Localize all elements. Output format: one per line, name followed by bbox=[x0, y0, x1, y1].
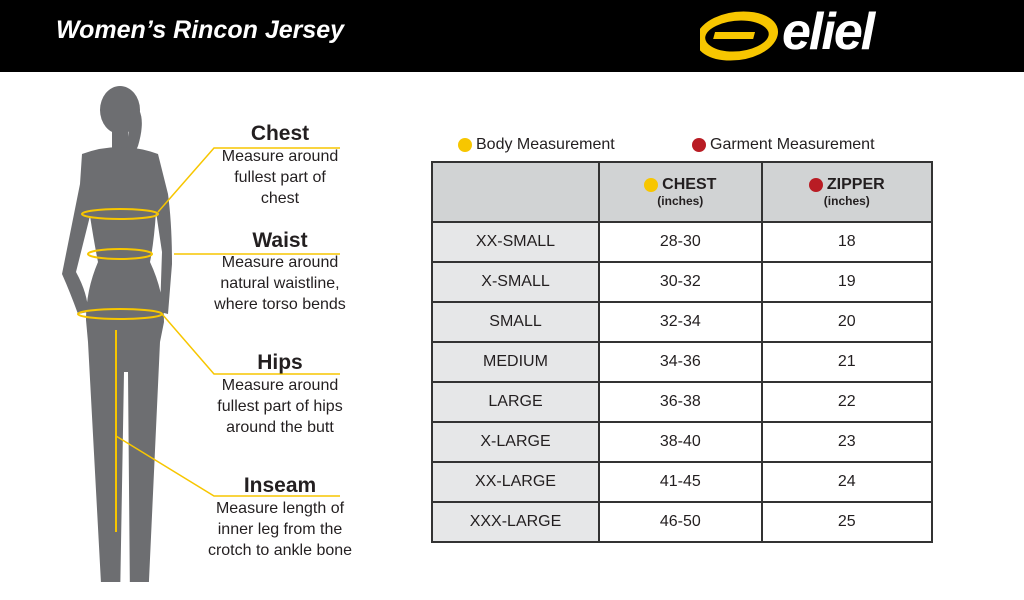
yellow-dot-icon bbox=[644, 178, 658, 192]
chest-cell: 30-32 bbox=[599, 262, 762, 302]
legend-body-label: Body Measurement bbox=[476, 136, 615, 153]
zipper-header bbox=[763, 176, 931, 194]
logo-mark-icon bbox=[700, 6, 790, 66]
zipper-cell: 24 bbox=[762, 462, 932, 502]
inseam-desc-line: crotch to ankle bone bbox=[207, 542, 353, 559]
hips-description bbox=[195, 375, 365, 438]
chest-cell: 36-38 bbox=[599, 382, 762, 422]
chest-unit-label: (inches) bbox=[657, 194, 704, 208]
chest-header-label: CHEST bbox=[662, 176, 717, 193]
size-cell: XX-LARGE bbox=[432, 462, 599, 502]
table-row bbox=[432, 342, 932, 382]
red-dot-icon bbox=[809, 178, 823, 192]
zipper-header-label: ZIPPER bbox=[826, 176, 885, 193]
eliel-logo bbox=[700, 3, 980, 66]
hips-desc-line: Measure around bbox=[221, 377, 339, 394]
chest-cell: 34-36 bbox=[599, 342, 762, 382]
waist-desc-line: where torso bends bbox=[214, 296, 346, 313]
zipper-cell: 18 bbox=[762, 222, 932, 262]
legend-garment-label: Garment Measurement bbox=[710, 136, 875, 153]
chest-title: Chest bbox=[250, 122, 310, 145]
zipper-unit-label: (inches) bbox=[823, 194, 870, 208]
hips-desc-line: fullest part of hips bbox=[217, 398, 343, 415]
size-cell: X-LARGE bbox=[432, 422, 599, 462]
inseam-desc-line: Measure length of bbox=[215, 500, 345, 517]
size-cell: XX-SMALL bbox=[432, 222, 599, 262]
chest-desc-line: fullest part of bbox=[234, 169, 326, 186]
chest-header bbox=[600, 176, 761, 194]
woman-silhouette-icon bbox=[20, 82, 210, 582]
header-zipper-cell bbox=[762, 162, 932, 222]
size-cell: SMALL bbox=[432, 302, 599, 342]
waist-description bbox=[195, 252, 365, 315]
zipper-cell: 19 bbox=[762, 262, 932, 302]
size-cell: X-SMALL bbox=[432, 262, 599, 302]
chest-desc-line: chest bbox=[260, 190, 300, 207]
logo-text: eliel bbox=[782, 3, 874, 61]
table-row bbox=[432, 382, 932, 422]
size-table bbox=[431, 161, 933, 543]
table-header-row bbox=[432, 162, 932, 222]
waist-desc-line: natural waistline, bbox=[220, 275, 340, 292]
zipper-cell: 23 bbox=[762, 422, 932, 462]
chest-cell: 46-50 bbox=[599, 502, 762, 542]
table-row bbox=[432, 222, 932, 262]
yellow-dot-icon bbox=[458, 138, 472, 152]
chest-cell: 38-40 bbox=[599, 422, 762, 462]
hips-desc-line: around the butt bbox=[226, 419, 334, 436]
table-row bbox=[432, 462, 932, 502]
inseam-desc-line: inner leg from the bbox=[217, 521, 343, 538]
red-dot-icon bbox=[692, 138, 706, 152]
zipper-cell: 20 bbox=[762, 302, 932, 342]
inseam-description bbox=[195, 498, 365, 561]
table-row bbox=[432, 422, 932, 462]
size-cell: XXX-LARGE bbox=[432, 502, 599, 542]
header-bar bbox=[0, 0, 1024, 72]
chest-description bbox=[195, 146, 365, 209]
hips-title: Hips bbox=[257, 351, 303, 374]
chest-cell: 41-45 bbox=[599, 462, 762, 502]
table-row bbox=[432, 502, 932, 542]
table-row bbox=[432, 302, 932, 342]
page-title: Women’s Rincon Jersey bbox=[56, 16, 345, 44]
header-size-cell bbox=[432, 162, 599, 222]
zipper-cell: 22 bbox=[762, 382, 932, 422]
chest-cell: 28-30 bbox=[599, 222, 762, 262]
inseam-title: Inseam bbox=[243, 474, 317, 497]
zipper-cell: 21 bbox=[762, 342, 932, 382]
size-cell: MEDIUM bbox=[432, 342, 599, 382]
size-cell: LARGE bbox=[432, 382, 599, 422]
zipper-cell: 25 bbox=[762, 502, 932, 542]
chest-desc-line: Measure around bbox=[221, 148, 339, 165]
header-chest-cell bbox=[599, 162, 762, 222]
chest-cell: 32-34 bbox=[599, 302, 762, 342]
waist-desc-line: Measure around bbox=[221, 254, 339, 271]
table-row bbox=[432, 262, 932, 302]
legend-body bbox=[458, 136, 615, 154]
waist-title: Waist bbox=[252, 229, 308, 252]
legend-garment bbox=[692, 136, 875, 154]
